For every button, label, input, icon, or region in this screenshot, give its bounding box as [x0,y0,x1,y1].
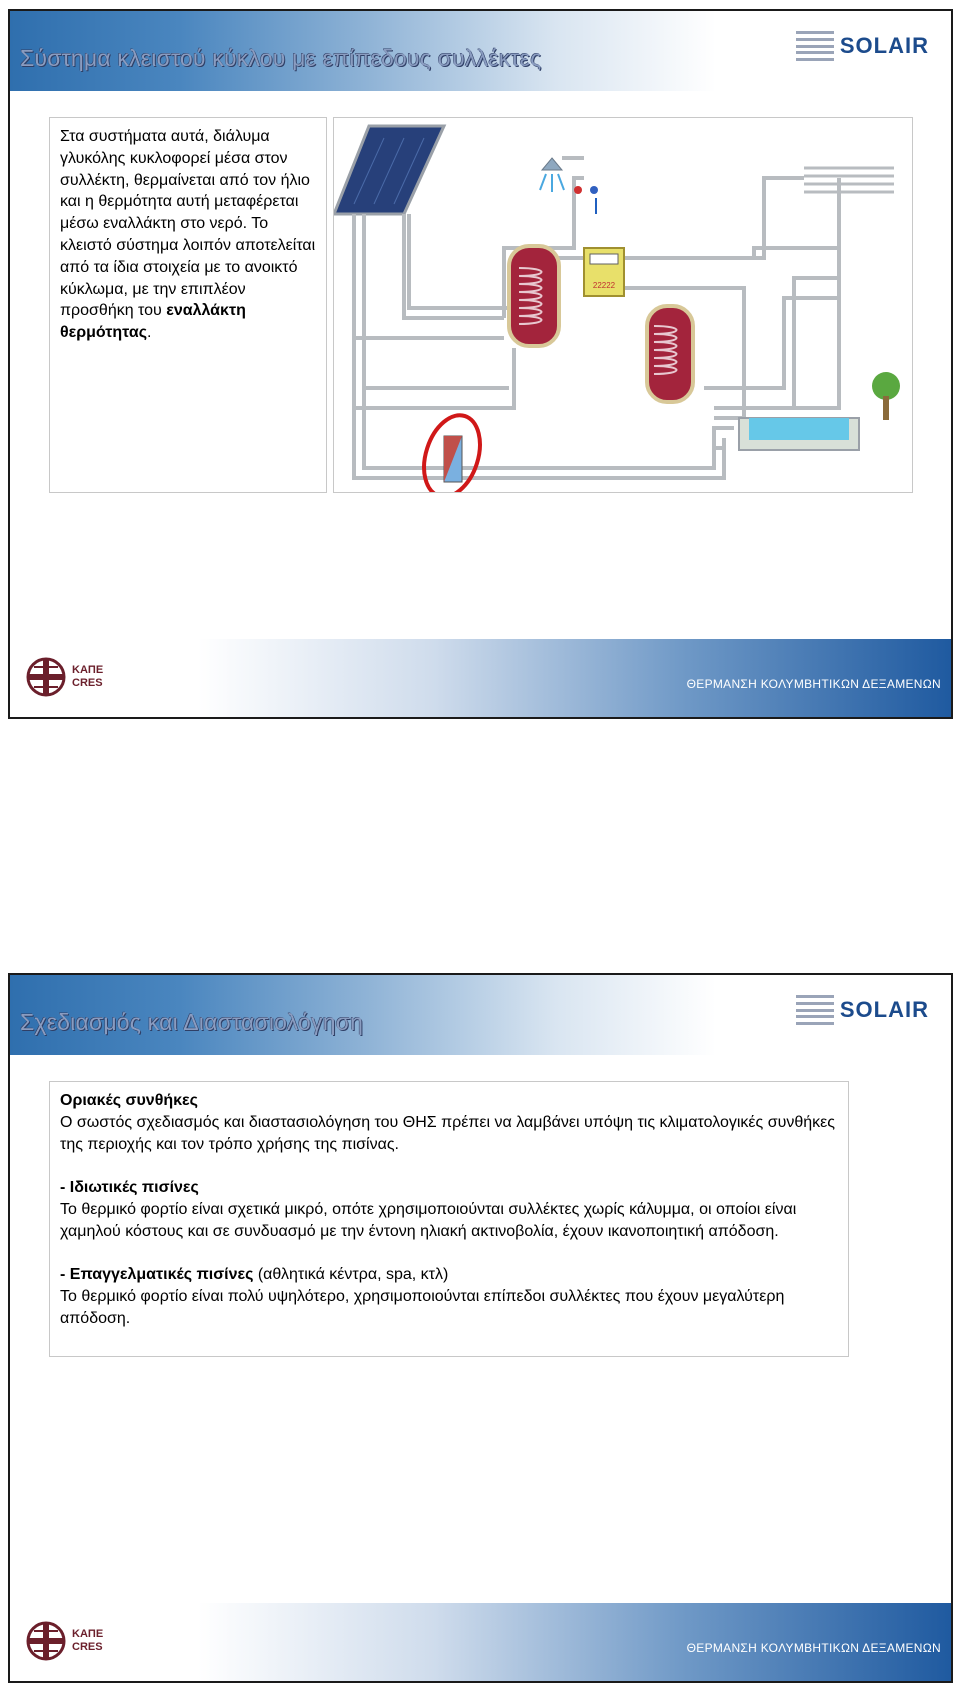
boundary-conditions-heading [60,1090,838,1112]
professional-pools-heading-text: - Επαγγελματικές πισίνες [60,1266,254,1284]
slide-title: Σχεδιασμός και Διαστασιολόγηση [20,1009,364,1035]
hot-valve-icon [574,186,582,194]
footer-title: ΘΕΡΜΑΝΣΗ ΚΟΛΥΜΒΗΤΙΚΩΝ ΔΕΞΑΜΕΝΩΝ [686,677,941,691]
solair-logo-text: SOLAIR [839,33,929,58]
cres-logo-line1: ΚΑΠΕ [72,664,104,676]
description-paragraph [60,126,316,344]
hot-water-tank-1-icon [509,246,559,346]
description-textbox [49,117,327,493]
solair-logo-bars-icon [796,31,834,61]
private-pools-heading [60,1177,838,1199]
design-textbox [49,1081,849,1357]
private-pools-text: Το θερμικό φορτίο είναι σχετικά μικρό, οπότε χρησιμοποιούνται συλλέκτες χωρίς κάλυμμα, οι οποίοι είναι χαμηλού κόστους και σε συνδυασμό με την έντονη ηλιακή ακτινοβολία, έχουν ικανοποιητική απόδοση. [60,1200,797,1240]
private-pools-heading-text: - Ιδιωτικές πισίνες [60,1179,199,1197]
cres-emblem-icon [26,1621,66,1661]
spacer [60,1155,838,1177]
radiator-icon [804,168,894,192]
professional-pools-heading [60,1264,838,1286]
slide-1 [8,9,953,719]
swimming-pool-icon [739,372,900,450]
cres-logo-line2: CRES [72,1641,103,1653]
cres-logo [26,1621,103,1661]
closed-loop-system-diagram [333,117,913,493]
cres-logo-line2: CRES [72,677,103,689]
description-end: . [147,324,152,342]
boundary-conditions-text: Ο σωστός σχεδιασμός και διαστασιολόγηση του ΘΗΣ πρέπει να λαμβάνει υπόψη τις κλιματολογικές συνθήκες της περιοχής και τον τρόπο χρήσης της πισίνας. [60,1113,835,1153]
professional-pools-text: Το θερμικό φορτίο είναι πολύ υψηλότερο, χρησιμοποιούνται επίπεδοι συλλέκτες που έχουν μεγαλύτερη απόδοση. [60,1288,785,1327]
solar-collector-icon [334,126,444,214]
controller-display: 22222 [592,281,616,290]
cres-logo-line1: ΚΑΠΕ [72,1628,104,1640]
heat-exchanger-icon [444,436,462,482]
solair-logo-text: SOLAIR [839,997,929,1022]
description-text: Στα συστήματα αυτά, διάλυμα γλυκόλης κυκλοφορεί μέσα στον συλλέκτη, θερμαίνεται από τον ήλιο και η θερμότητα αυτή μεταφέρεται μέσω εναλλάκτη στο νερό. Το κλειστό σύστημα λοιπόν αποτελείται από τα ίδια στοιχεία με το ανοικτό κύκλωμα, με την επιπλέον προσθήκη του [60,128,316,320]
solair-logo [796,31,929,61]
professional-pools-note: (αθλητικά κέντρα, spa, κτλ) [253,1266,449,1284]
cres-logo [26,657,103,697]
cold-valve-icon [590,186,598,194]
controller-icon [584,248,624,296]
solair-logo [796,995,929,1025]
cres-emblem-icon [26,657,66,697]
footer-title: ΘΕΡΜΑΝΣΗ ΚΟΛΥΜΒΗΤΙΚΩΝ ΔΕΞΑΜΕΝΩΝ [686,1641,941,1655]
description-bold-term: εναλλάκτη θερμότητας [60,302,246,342]
cres-logo-text [72,1628,103,1654]
hot-water-tank-2-icon [647,306,693,402]
boundary-conditions-heading-text: Οριακές συνθήκες [60,1092,198,1109]
cres-logo-text [72,664,103,690]
solair-logo-bars-icon [796,995,834,1025]
slide-2 [8,973,953,1683]
slide-title: Σύστημα κλειστού κύκλου με επίπεδους συλλέκτες [20,45,542,71]
spacer [60,1243,838,1265]
